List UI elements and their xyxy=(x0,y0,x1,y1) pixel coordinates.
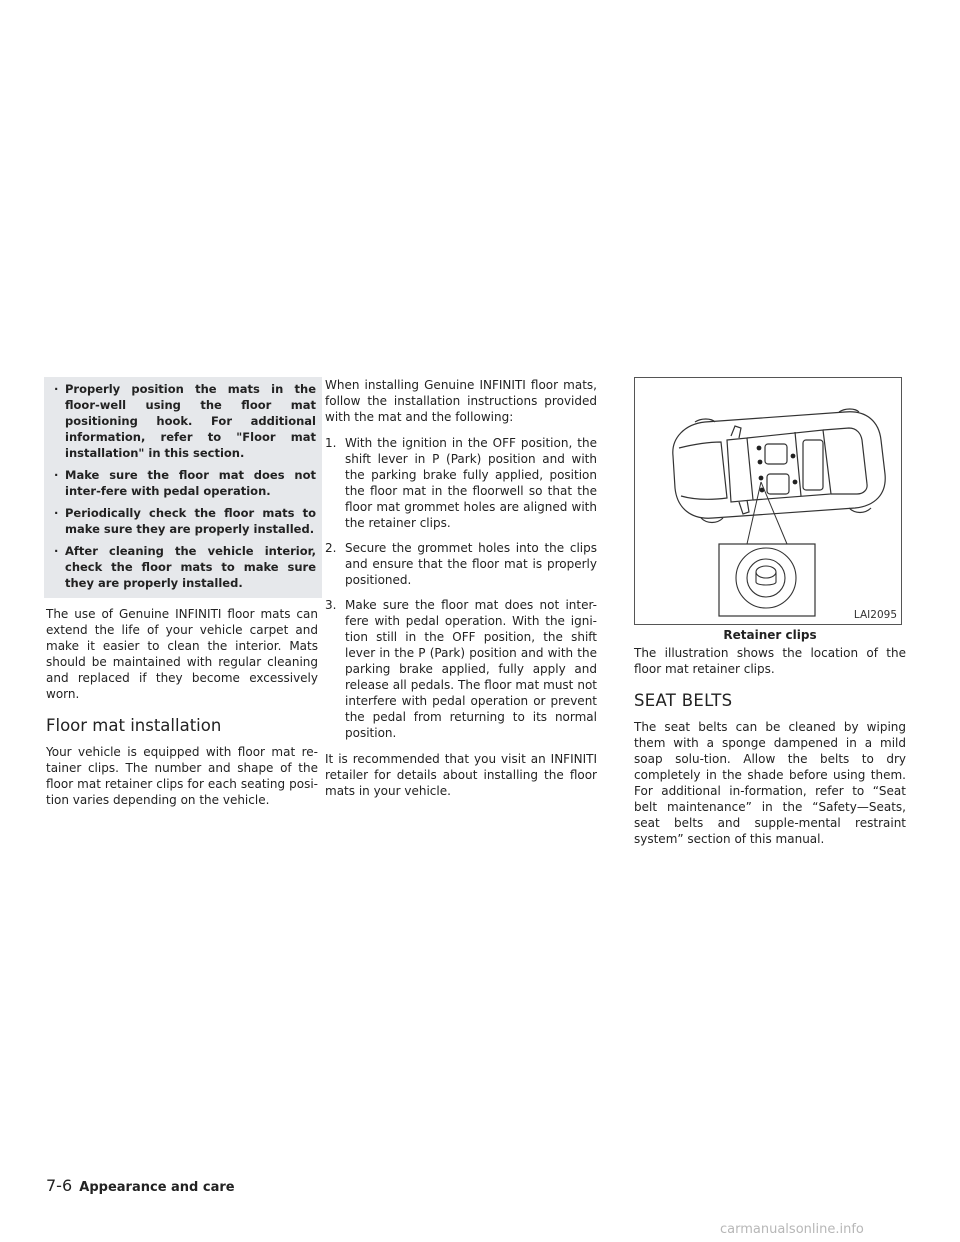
column-right xyxy=(634,377,906,857)
page-number: 7-6 xyxy=(46,1176,73,1195)
figure-caption: Retainer clips xyxy=(723,628,817,642)
step-text: Make sure the floor mat does not inter-fere with pedal operation. With the igni-tion still in the OFF position, the shift lever in the P (Park) position and with the parking brake applied, fully apply and release all pedals. The floor mat must not interfere with pedal operation or prevent the pedal from returning to its normal position. xyxy=(345,598,597,740)
step-text: With the ignition in the OFF position, the shift lever in P (Park) position and with the parking brake fully applied, position the floor mat in the floorwell so that the floor mat grommet holes are aligned with the retainer clips. xyxy=(345,436,597,530)
watermark: carmanualsonline.info xyxy=(720,1222,864,1237)
warning-item: · Properly position the mats in the floor-well using the floor mat positioning hook. For additional information, refer to "Floor mat installation" in this section. xyxy=(52,381,316,461)
paragraph-seat-belts: The seat belts can be cleaned by wiping them with a sponge dampened in a mild soap solu-tion. Allow the belts to dry completely in the shade before using them. For additional in-formation, refer to “Seat belt maintenance” in the “Safety—Seats, seat belts and supple-mental restraint system” section of this manual. xyxy=(634,720,906,846)
page-footer xyxy=(46,1176,235,1195)
paragraph-floor-mats-intro: The use of Genuine INFINITI floor mats can extend the life of your vehicle carpet and make it easier to clean the interior. Mats should be maintained with regular cleaning and replaced if they become excessively worn. xyxy=(46,607,318,701)
warning-item: · After cleaning the vehicle interior, check the floor mats to make sure they are properly installed. xyxy=(52,543,316,591)
column-middle xyxy=(325,377,597,809)
paragraph-retailer: It is recommended that you visit an INFINITI retailer for details about installing the floor mats in your vehicle. xyxy=(325,752,597,798)
column-left xyxy=(46,377,318,818)
install-step xyxy=(325,597,597,741)
step-number: 3. xyxy=(325,598,337,612)
vehicle-top-view-illustration xyxy=(635,378,901,624)
heading-seat-belts: SEAT BELTS xyxy=(634,691,733,710)
install-step xyxy=(325,540,597,588)
section-title: Appearance and care xyxy=(79,1180,235,1195)
install-step xyxy=(325,435,597,531)
warning-box xyxy=(44,377,322,598)
warning-item: · Make sure the floor mat does not inter-fere with pedal operation. xyxy=(52,467,316,499)
warning-item: · Periodically check the floor mats to make sure they are properly installed. xyxy=(52,505,316,537)
step-text: Secure the grommet holes into the clips and ensure that the floor mat is properly positioned. xyxy=(345,541,597,587)
step-number: 1. xyxy=(325,436,337,450)
figure-code: LAI2095 xyxy=(853,609,897,621)
paragraph-illustration: The illustration shows the location of the floor mat retainer clips. xyxy=(634,646,906,676)
retainer-clips-figure xyxy=(634,377,902,625)
paragraph-install-intro: When installing Genuine INFINITI floor mats, follow the installation instructions provided with the mat and the following: xyxy=(325,378,597,424)
step-number: 2. xyxy=(325,541,337,555)
paragraph-retainer-clips: Your vehicle is equipped with floor mat re-tainer clips. The number and shape of the floor mat retainer clips for each seating posi-tion varies depending on the vehicle. xyxy=(46,745,318,807)
warning-list xyxy=(52,381,316,591)
heading-floor-mat-installation: Floor mat installation xyxy=(46,716,222,735)
install-steps xyxy=(325,435,597,741)
